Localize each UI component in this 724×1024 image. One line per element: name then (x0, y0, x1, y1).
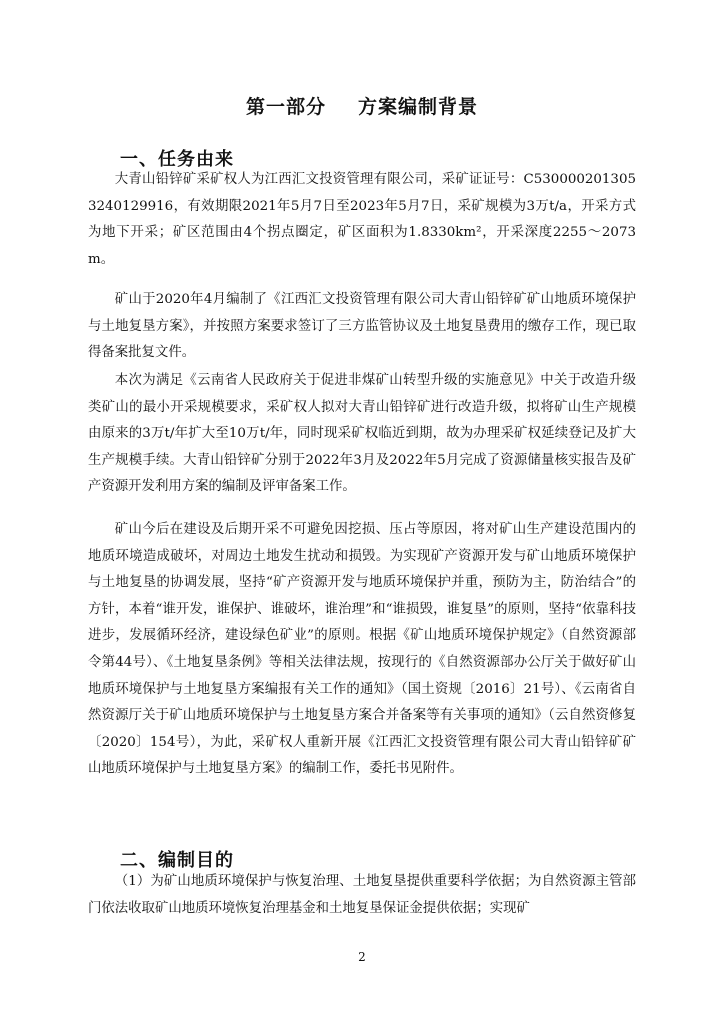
paragraph: 矿山今后在建设及后期开采不可避免因挖损、压占等原因，将对矿山生产建设范围内的地质环境造成破坏，对周边土地发生扰动和损毁。为实现矿产资源开发与矿山地质环境保护与土地复垦的协调发展，坚持“矿产资源开发与地质环境保护并重，预防为主，防治结合”的方针，本着“谁开发，谁保护、谁破坏，谁治理”和“谁损毁，谁复垦”的原则，坚持“依靠科技进步，发展循环经济，建设绿色矿业”的原则。根据《矿山地质环境保护规定》（自然资源部令第44号）、《土地复垦条例》等相关法律法规，按现行的《自然资源部办公厅关于做好矿山地质环境保护与土地复垦方案编报有关工作的通知》（国土资规〔2016〕21号）、《云南省自然资源厅关于矿山地质环境保护与土地复垦方案合并备案等有关事项的通知》（云自然资修复〔2020〕154号），为此，采矿权人重新开展《江西汇文投资管理有限公司大青山铅锌矿矿山地质环境保护与土地复垦方案》的编制工作，委托书见附件。 (88, 522, 636, 777)
paragraph: 本次为满足《云南省人民政府关于促进非煤矿山转型升级的实施意见》中关于改造升级类矿山的最小开采规模要求，采矿权人拟对大青山铅锌矿进行改造升级，拟将矿山生产规模由原来的3万t/年扩大至10万t/年，同时现采矿权临近到期，故为办理采矿权延续登记及扩大生产规模手续。大青山铅锌矿分别于2022年3月及2022年5月完成了资源储量核实报告及矿产资源开发利用方案的编制及评审备案工作。 (88, 373, 636, 495)
section-heading-origin: 一、任务由来 (120, 149, 234, 170)
part-title: 方案编制背景 (358, 96, 479, 118)
section-heading-purpose: 二、编制目的 (120, 850, 234, 871)
paragraph: （1）为矿山地质环境保护与恢复治理、土地复垦提供重要科学依据；为自然资源主管部门依法收取矿山地质环境恢复治理基金和土地复垦保证金提供依据；实现矿 (88, 874, 636, 916)
page-title (0, 92, 724, 119)
part-label: 第一部分 (245, 96, 326, 118)
page-number: 2 (358, 950, 366, 964)
paragraph: 矿山于2020年4月编制了《江西汇文投资管理有限公司大青山铅锌矿矿山地质环境保护与土地复垦方案》，并按照方案要求签订了三方监管协议及土地复垦费用的缴存工作，现已取得备案批复文件。 (88, 292, 636, 361)
paragraph: 大青山铅锌矿采矿权人为江西汇文投资管理有限公司，采矿证证号：C5300002013053240129916，有效期限2021年5月7日至2023年5月7日，采矿规模为3万t/a，开采方式为地下开采；矿区范围由4个拐点圈定，矿区面积为1.8330km²，开采深度2255～2073m。 (88, 172, 636, 267)
